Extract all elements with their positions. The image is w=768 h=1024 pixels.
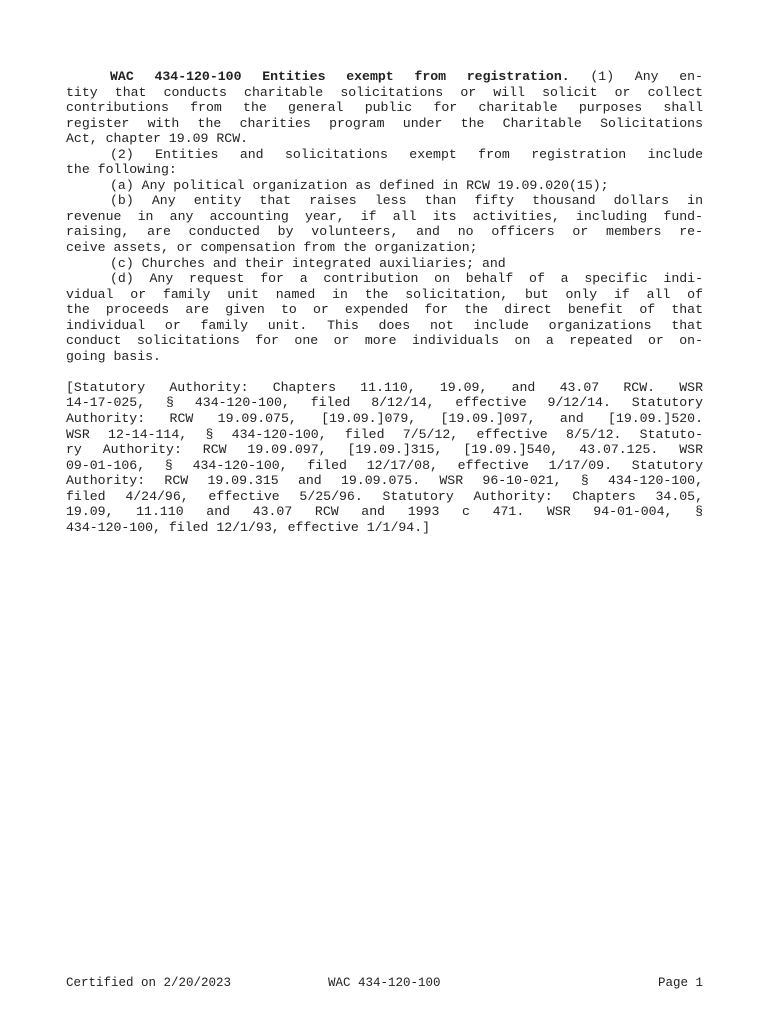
section-line: the following:: [66, 162, 177, 178]
history-line: 09-01-106, § 434-120-100, filed 12/17/08, effective 1/17/09. Statutory: [66, 457, 703, 473]
section-heading: WAC 434-120-100 Entities exempt from registration.: [110, 69, 570, 84]
section-line: register with the charities program under the Charitable Solicitations: [66, 115, 703, 131]
section-line: (b) Any entity that raises less than fifty thousand dollars in: [110, 193, 703, 209]
history-line: filed 4/24/96, effective 5/25/96. Statutory Authority: Chapters 34.05,: [66, 488, 703, 504]
paragraph-gap: [66, 364, 703, 380]
document-page: [66, 69, 703, 535]
footer-code: WAC 434-120-100: [328, 976, 441, 990]
section-line: vidual or family unit named in the solicitation, but only if all of: [66, 286, 703, 302]
section-line: Act, chapter 19.09 RCW.: [66, 131, 249, 147]
page-footer: [66, 975, 703, 991]
section-line: (1) Any en-: [569, 69, 703, 84]
section-line: the proceeds are given to or expended for the direct benefit of that: [66, 302, 703, 318]
section-line: individual or family unit. This does not include organizations that: [66, 317, 703, 333]
section-line: contributions from the general public for charitable purposes shall: [66, 100, 703, 116]
section-first-line: [66, 69, 703, 85]
section-line: going basis.: [66, 348, 161, 364]
section-line: (2) Entities and solicitations exempt from registration include: [110, 146, 703, 162]
section-line: (c) Churches and their integrated auxiliaries; and: [110, 255, 506, 271]
section-line: (d) Any request for a contribution on behalf of a specific indi-: [110, 271, 703, 287]
section-line: tity that conducts charitable solicitations or will solicit or collect: [66, 84, 703, 100]
section-line: ceive assets, or compensation from the organization;: [66, 240, 478, 256]
section-line: revenue in any accounting year, if all its activities, including fund-: [66, 208, 703, 224]
history-line: ry Authority: RCW 19.09.097, [19.09.]315, [19.09.]540, 43.07.125. WSR: [66, 442, 703, 458]
history-line: [Statutory Authority: Chapters 11.110, 19.09, and 43.07 RCW. WSR: [66, 379, 703, 395]
history-line: Authority: RCW 19.09.315 and 19.09.075. WSR 96-10-021, § 434-120-100,: [66, 473, 703, 489]
certified-date: Certified on 2/20/2023: [66, 976, 232, 990]
history-line: Authority: RCW 19.09.075, [19.09.]079, [19.09.]097, and [19.09.]520.: [66, 411, 703, 427]
section-line: raising, are conducted by volunteers, and no officers or members re-: [66, 224, 703, 240]
history-line: WSR 12-14-114, § 434-120-100, filed 7/5/12, effective 8/5/12. Statuto-: [66, 426, 703, 442]
section-line: (a) Any political organization as defined in RCW 19.09.020(15);: [110, 177, 609, 193]
page-number: Page 1: [657, 976, 703, 990]
section-line: conduct solicitations for one or more individuals on a repeated or on-: [66, 333, 703, 349]
history-line: 434-120-100, filed 12/1/93, effective 1/1/94.]: [66, 519, 431, 535]
history-line: 19.09, 11.110 and 43.07 RCW and 1993 c 471. WSR 94-01-004, §: [66, 504, 703, 520]
history-line: 14-17-025, § 434-120-100, filed 8/12/14, effective 9/12/14. Statutory: [66, 395, 703, 411]
